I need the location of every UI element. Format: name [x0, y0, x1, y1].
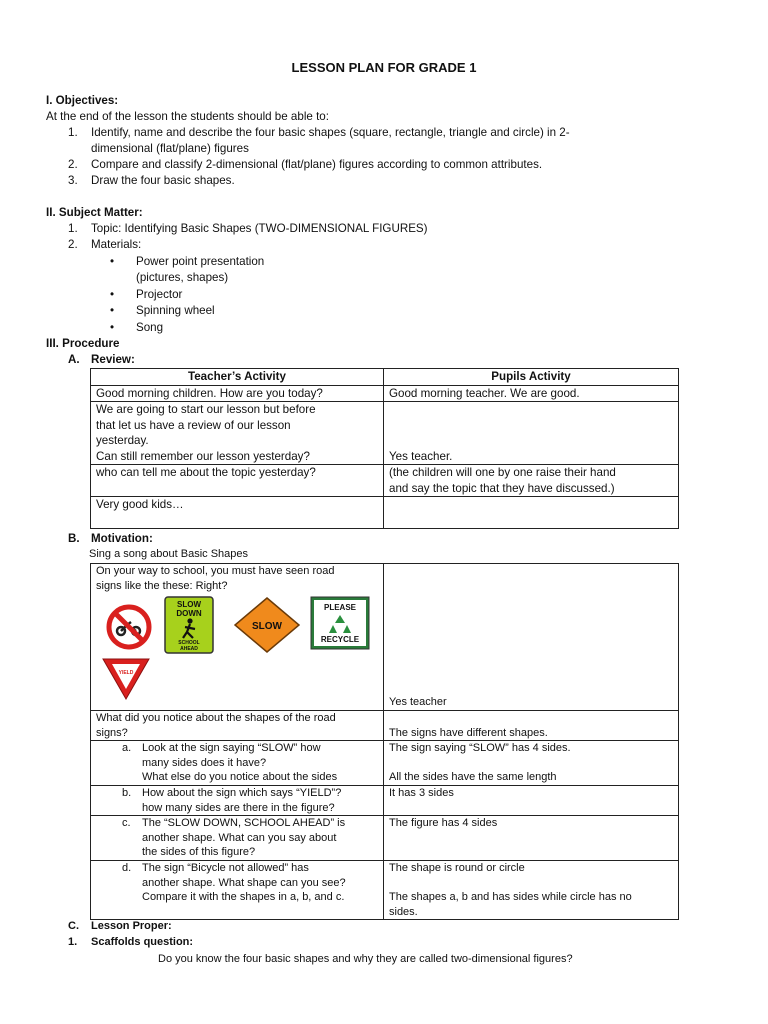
pupil-cell: It has 3 sides	[384, 785, 679, 815]
sign-text: PLEASE	[323, 603, 357, 613]
material-item: • Song	[136, 320, 163, 336]
pupil-cell: The signs have different shapes.	[384, 711, 679, 741]
teacher-cell: c. The “SLOW DOWN, SCHOOL AHEAD” is another shape. What can you say about the sides of this figure?	[91, 816, 384, 861]
table-row	[91, 465, 679, 497]
lesson-proper-title: Lesson Proper:	[91, 920, 172, 932]
table-row	[91, 741, 679, 786]
sign-text: SLOW	[177, 600, 201, 610]
topic-text: Topic: Identifying Basic Shapes (TWO-DIMENSIONAL FIGURES)	[91, 222, 428, 235]
teacher-cell: We are going to start our lesson but before that let us have a review of our lesson yesterday. Can still remember our lesson yesterday?	[91, 402, 384, 465]
objective-num-2: 2.	[68, 158, 78, 171]
prompt-cell: On your way to school, you must have seen road signs like the these: Right? SLOW DOWN SCHOOL AHEAD SLOW PLEASE RECYCLE YIELD	[91, 564, 384, 711]
teacher-cell: Very good kids…	[91, 497, 384, 529]
scaffolds-question: Do you know the four basic shapes and why they are called two-dimensional figures?	[158, 953, 573, 965]
objectives-intro: At the end of the lesson the students should be able to:	[46, 110, 329, 123]
motivation-title: Motivation:	[91, 532, 153, 545]
please-recycle-sign-icon	[310, 596, 370, 650]
motivation-intro: Sing a song about Basic Shapes	[89, 548, 249, 560]
sign-text: DOWN	[176, 609, 202, 619]
subject-matter-heading: II. Subject Matter:	[46, 206, 143, 219]
materials-label: Materials:	[91, 238, 142, 251]
objective-1-line1: Identify, name and describe the four basic shapes (square, rectangle, triangle and circle) in 2-	[91, 126, 570, 139]
pupil-cell: Yes teacher	[384, 564, 679, 711]
pupil-cell: Yes teacher.	[384, 402, 679, 465]
material-item-continued: (pictures, shapes)	[136, 271, 229, 284]
pupil-cell: Good morning teacher. We are good.	[384, 385, 679, 402]
slow-diamond-sign-icon	[234, 597, 300, 653]
page-title: LESSON PLAN FOR GRADE 1	[291, 60, 477, 75]
pupil-cell: The figure has 4 sides	[384, 816, 679, 861]
review-title: Review:	[91, 353, 135, 366]
motivation-table	[90, 563, 679, 920]
objectives-heading: I. Objectives:	[46, 94, 119, 107]
sign-text: RECYCLE	[320, 635, 360, 645]
material-item: • Spinning wheel	[136, 303, 215, 319]
scaffolds-title: Scaffolds question:	[91, 936, 194, 948]
objective-num-3: 3.	[68, 174, 78, 187]
pupil-cell: (the children will one by one raise their hand and say the topic that they have discussed.)	[384, 465, 679, 497]
procedure-heading: III. Procedure	[46, 337, 120, 350]
objective-1-line2: dimensional (flat/plane) figures	[91, 142, 249, 155]
table-header-row	[91, 369, 679, 386]
header-pupils: Pupils Activity	[384, 369, 679, 386]
teacher-cell: b. How about the sign which says “YIELD”? how many sides are there in the figure?	[91, 785, 384, 815]
slow-down-school-ahead-sign-icon	[164, 596, 214, 654]
sign-text: AHEAD	[180, 646, 198, 653]
bicycle-not-allowed-sign-icon	[105, 603, 153, 651]
table-row	[91, 816, 679, 861]
table-row	[91, 860, 679, 919]
objective-2: Compare and classify 2-dimensional (flat/plane) figures according to common attributes.	[91, 158, 543, 171]
sign-text: SCHOOL	[178, 640, 200, 647]
material-item: • Power point presentation	[136, 254, 264, 270]
teacher-cell: What did you notice about the shapes of the road signs?	[91, 711, 384, 741]
materials-num: 2.	[68, 238, 78, 251]
table-row	[91, 564, 679, 711]
teacher-cell: Good morning children. How are you today?	[91, 385, 384, 402]
header-teacher: Teacher’s Activity	[91, 369, 384, 386]
material-item: • Projector	[136, 287, 182, 303]
scaffolds-num: 1.	[68, 936, 78, 948]
lesson-proper-label: C.	[68, 920, 79, 932]
pupil-cell	[384, 497, 679, 529]
objective-num-1: 1.	[68, 126, 78, 139]
road-signs	[96, 593, 378, 705]
table-row	[91, 402, 679, 465]
pupil-cell: The shape is round or circle The shapes a, b and has sides while circle has no sides.	[384, 860, 679, 919]
review-table	[90, 368, 679, 529]
table-row	[91, 711, 679, 741]
yield-sign-icon	[101, 657, 151, 701]
sign-text: SLOW	[252, 621, 282, 633]
topic-num: 1.	[68, 222, 78, 235]
pupil-cell: The sign saying “SLOW” has 4 sides. All the sides have the same length	[384, 741, 679, 786]
table-row	[91, 497, 679, 529]
teacher-cell: who can tell me about the topic yesterday?	[91, 465, 384, 497]
motivation-label: B.	[68, 532, 80, 545]
review-label: A.	[68, 353, 80, 366]
objective-3: Draw the four basic shapes.	[91, 174, 235, 187]
teacher-cell: d. The sign “Bicycle not allowed” has another shape. What shape can you see? Compare it with the shapes in a, b, and c.	[91, 860, 384, 919]
teacher-cell: a. Look at the sign saying “SLOW” how many sides does it have? What else do you notice about the sides	[91, 741, 384, 786]
table-row	[91, 785, 679, 815]
table-row	[91, 385, 679, 402]
sign-text: YIELD	[118, 670, 134, 677]
